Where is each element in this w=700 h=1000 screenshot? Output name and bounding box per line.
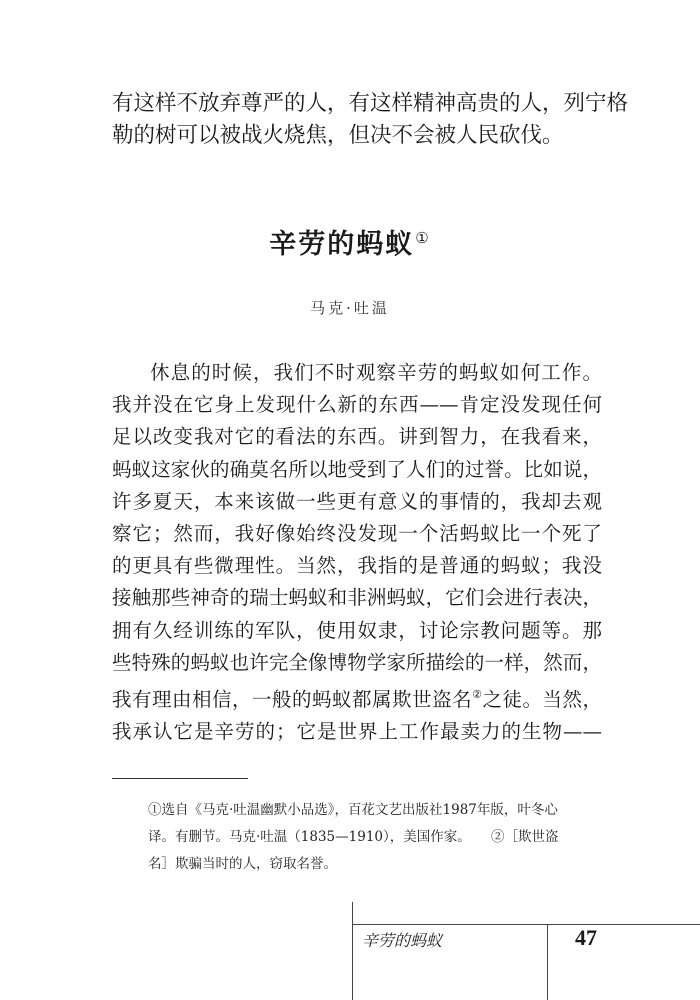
footnote-marker: ② xyxy=(472,688,483,702)
footer-divider-vertical xyxy=(352,902,353,1000)
text-segment: 我有理由相信，一般的蚂蚁都属欺世盗名 xyxy=(112,688,473,712)
running-title: 辛劳的蚂蚁 xyxy=(362,931,443,950)
text-line xyxy=(112,679,602,716)
text-line: 休息的时候，我们不时观察辛劳的蚂蚁如何工作。 xyxy=(150,361,602,384)
intro-paragraph xyxy=(112,88,629,152)
text-line: 些特殊的蚂蚁也许完全像博物学家所描绘的一样，然而， xyxy=(112,650,602,674)
author-name: 马克·吐温 xyxy=(310,299,390,317)
text-line: 我承认它是辛劳的；它是世界上工作最卖力的生物—— xyxy=(112,720,602,744)
body-paragraph xyxy=(112,357,602,748)
text-line: 足以改变我对它的看法的东西。讲到智力，在我看来， xyxy=(112,425,602,449)
text-line: 许多夏天，本来该做一些更有意义的事情的，我却去观 xyxy=(112,489,602,513)
footnote-line: ①选自《马克·吐温幽默小品选》，百花文艺出版社1987年版，叶冬心 xyxy=(148,802,558,818)
footnote-marker: ① xyxy=(415,229,431,247)
text-line: 接触那些神奇的瑞士蚂蚁和非洲蚂蚁，它们会进行表决， xyxy=(112,586,602,610)
footer-divider-page-number xyxy=(547,924,548,1000)
footnote-line: 名］欺骗当时的人，窃取名誉。 xyxy=(148,856,337,872)
footnote-divider xyxy=(112,778,248,779)
text-line: 察它；然而，我好像始终没发现一个活蚂蚁比一个死了 xyxy=(112,522,602,546)
page-number: 47 xyxy=(575,925,597,950)
text-line: 蚂蚁这家伙的确莫名所以地受到了人们的过誉。比如说， xyxy=(112,457,602,481)
essay-title-text: 辛劳的蚂蚁 xyxy=(269,229,415,260)
text-line: 的更具有些微理性。当然，我指的是普通的蚂蚁；我没 xyxy=(112,554,602,578)
text-line: 我并没在它身上发现什么新的东西——肯定没发现任何 xyxy=(112,393,602,417)
text-segment: 之徒。当然， xyxy=(482,688,602,712)
footnotes xyxy=(148,797,600,878)
text-line: 勒的树可以被战火烧焦，但决不会被人民砍伐。 xyxy=(112,123,564,148)
footnote-line: 译。有删节。马克·吐温（1835—1910），美国作家。 ②［欺世盗 xyxy=(148,829,559,845)
footer-divider-horizontal xyxy=(352,924,700,925)
text-line: 拥有久经训练的军队，使用奴隶，讨论宗教问题等。那 xyxy=(112,618,602,642)
essay-title xyxy=(0,222,700,261)
text-line: 有这样不放弃尊严的人，有这样精神高贵的人，列宁格 xyxy=(112,91,629,116)
